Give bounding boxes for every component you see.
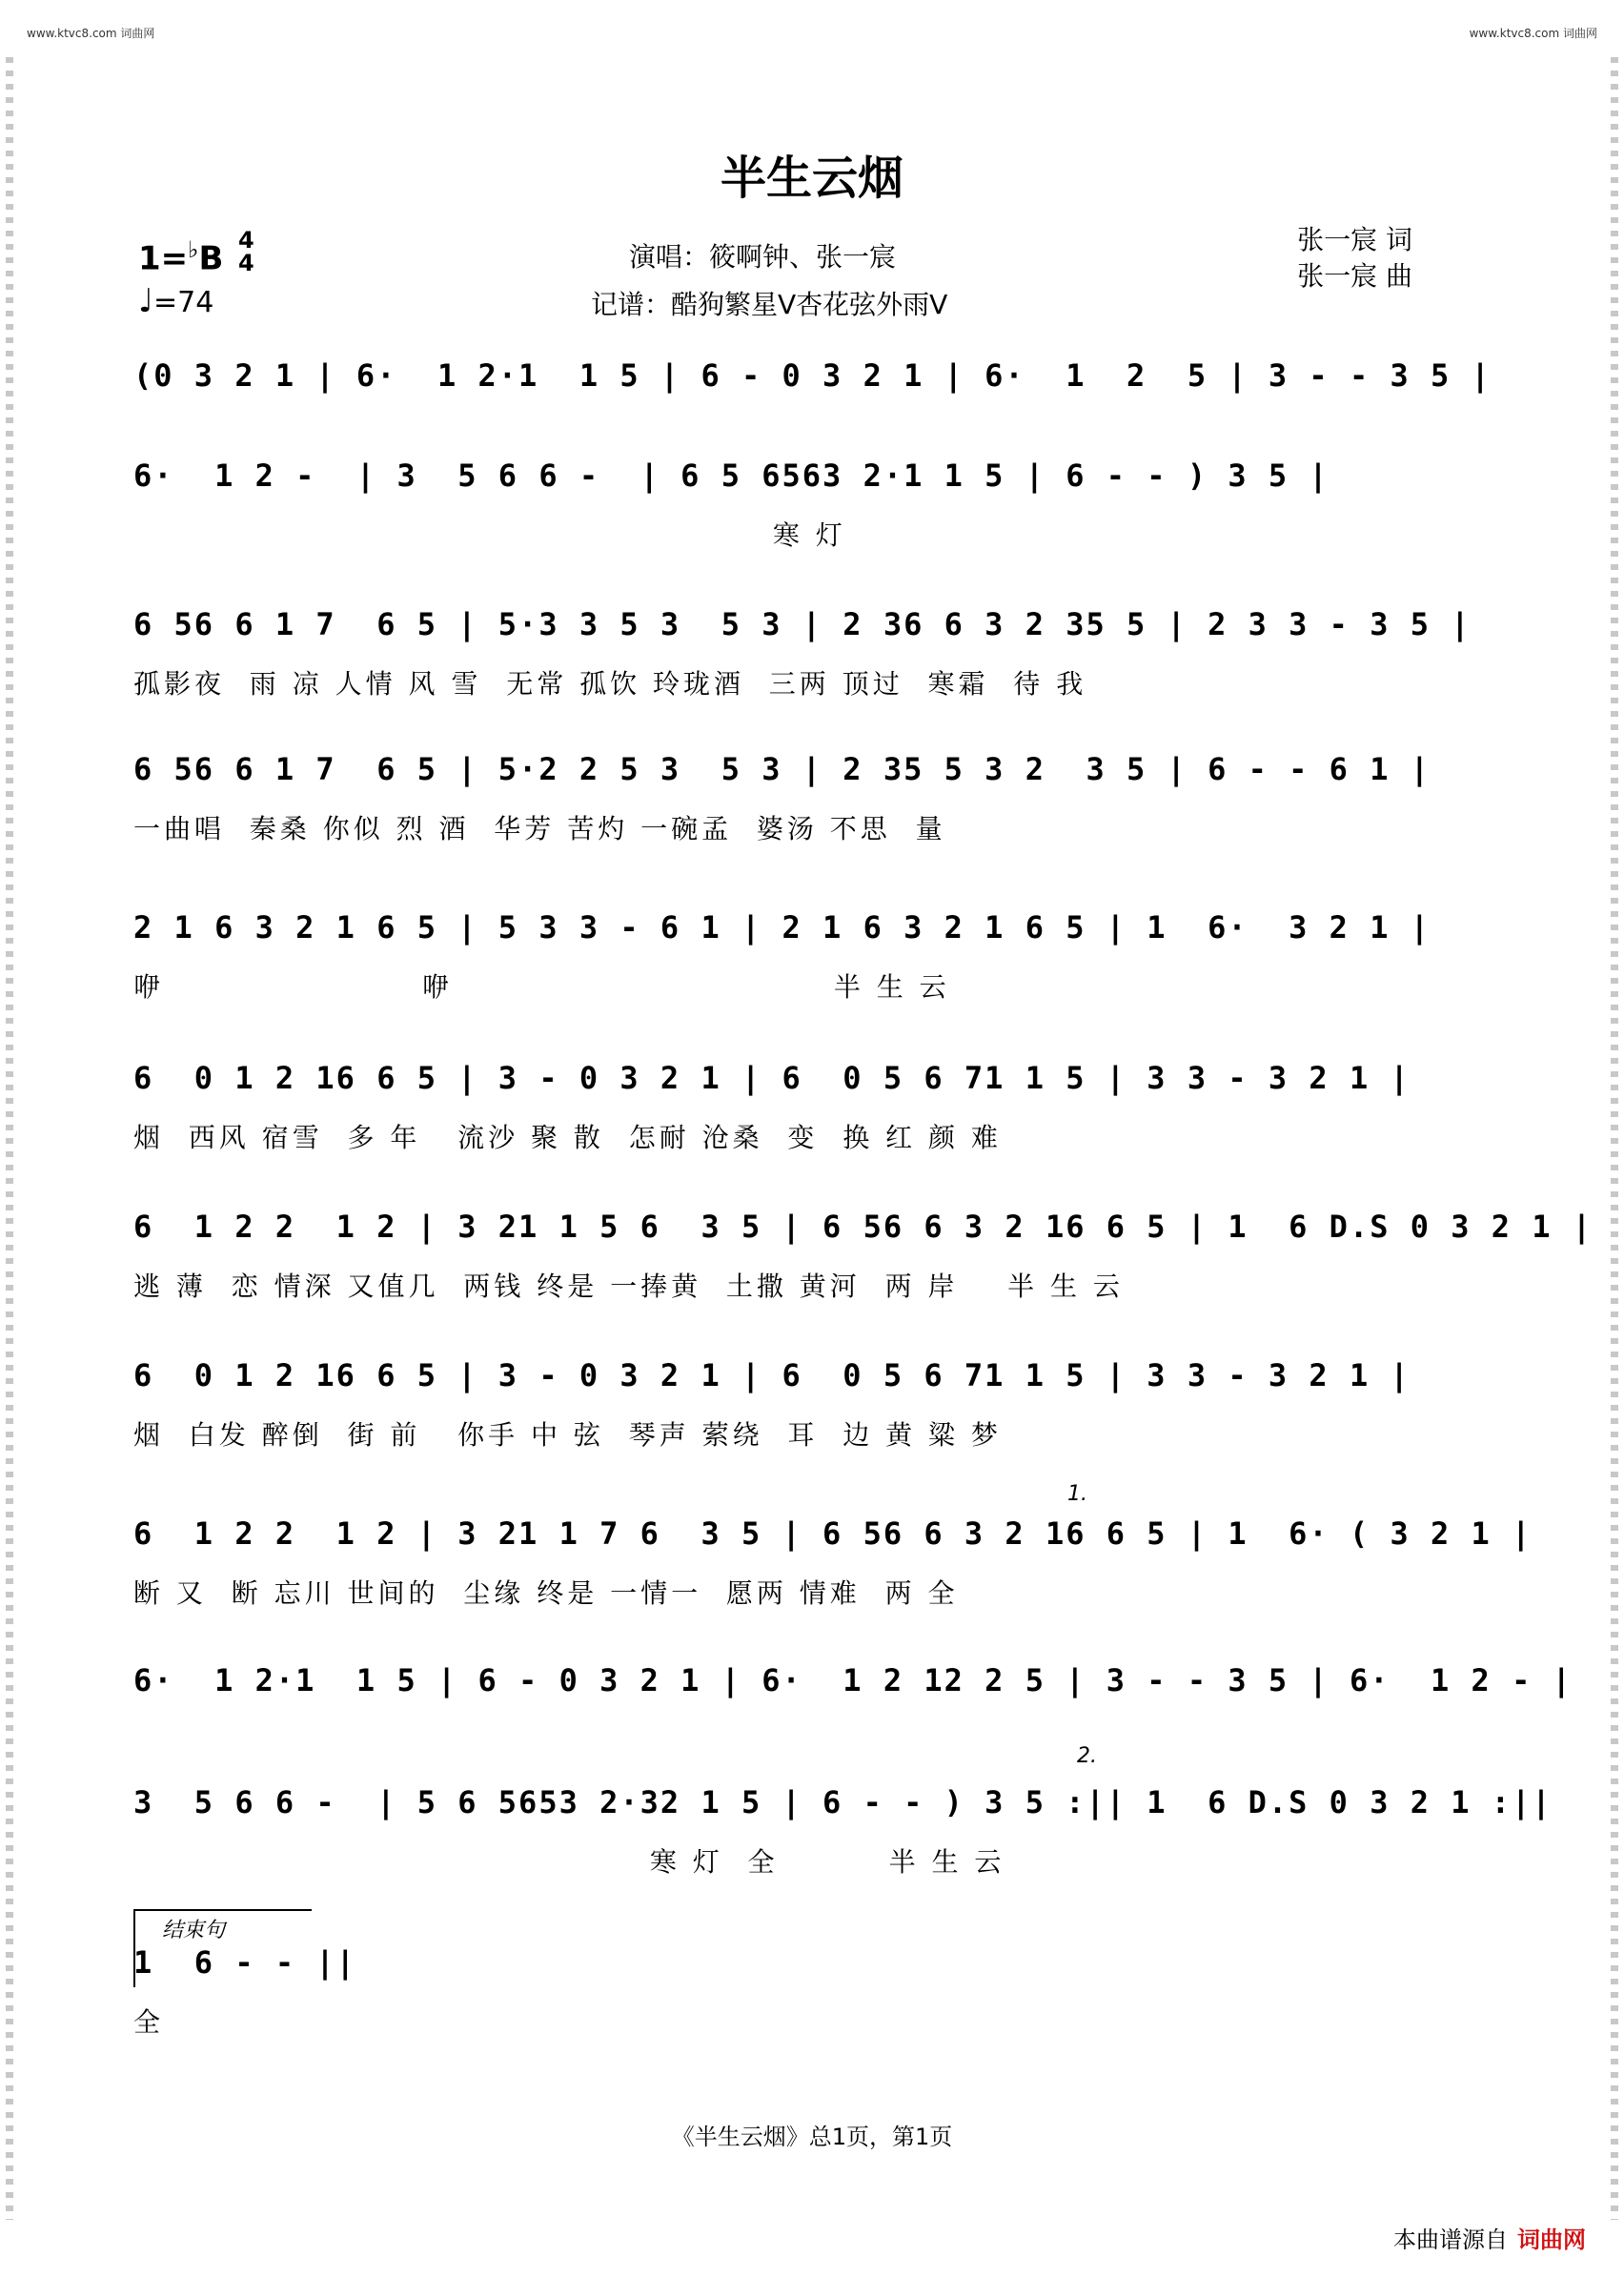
time-bottom: 4 <box>238 250 254 276</box>
source-brand-link[interactable]: 词曲网 <box>1517 2226 1586 2253</box>
score-notes: 6· 1 2 - | 3 5 6 6 - | 6 5 6563 2·1 1 5 | 6 - - ) 3 5 | <box>133 457 1330 494</box>
page-footer: 《半生云烟》总1页，第1页 <box>671 2124 953 2150</box>
ending-label: 结束句 <box>162 1919 226 1942</box>
right-border-strip <box>1611 57 1618 2220</box>
score-notes: 6 1 2 2 1 2 | 3 21 1 5 6 3 5 | 6 56 6 3 2 16 6 5 | 1 6 D.S 0 3 2 1 | <box>133 1209 1594 1245</box>
score-lyrics: 寒 灯 全 半 生 云 <box>133 1846 1005 1878</box>
score-notes: 1 6 - - || <box>133 1944 356 1981</box>
watermark-right: www.ktvc8.com 词曲网 <box>1469 27 1597 40</box>
key-signature <box>138 236 223 277</box>
score-notes: 2 1 6 3 2 1 6 5 | 5 3 3 - 6 1 | 2 1 6 3 2 1 6 5 | 1 6· 3 2 1 | <box>133 909 1431 945</box>
composer-credit: 张一宸 曲 <box>1297 260 1412 292</box>
score-lyrics: 烟 白发 醉倒 街 前 你手 中 弦 琴声 萦绕 耳 边 黄 粱 梦 <box>133 1419 1002 1451</box>
source-text: 本曲谱源自 <box>1393 2226 1508 2253</box>
quarter-note-icon: ♩ <box>138 282 154 320</box>
score-notes: 6 56 6 1 7 6 5 | 5·3 3 5 3 5 3 | 2 36 6 3 2 35 5 | 2 3 3 - 3 5 | <box>133 606 1472 642</box>
watermark-left: www.ktvc8.com 词曲网 <box>27 27 155 40</box>
score-notes: 3 5 6 6 - | 5 6 5653 2·32 1 5 | 6 - - ) 3 5 :|| 1 6 D.S 0 3 2 1 :|| <box>133 1784 1553 1820</box>
lyricist-credit: 张一宸 词 <box>1297 224 1412 255</box>
key-note: B <box>198 239 224 278</box>
time-signature <box>238 229 254 274</box>
score-lyrics: 一曲唱 秦桑 你似 烈 酒 华芳 苦灼 一碗孟 婆汤 不思 量 <box>133 813 946 844</box>
singer-credit: 演唱：筱啊钟、张一宸 <box>629 241 897 273</box>
score-lyrics: 全 <box>133 2006 165 2038</box>
volta-2-label: 2. <box>1077 1744 1097 1768</box>
score-lyrics: 孤影夜 雨 凉 人情 风 雪 无常 孤饮 玲珑酒 三两 顶过 寒霜 待 我 <box>133 668 1087 700</box>
score-lyrics: 咿 咿 半 生 云 <box>133 971 950 1003</box>
tempo-value: =74 <box>153 286 214 319</box>
score-notes: 6· 1 2·1 1 5 | 6 - 0 3 2 1 | 6· 1 2 12 2 5 | 3 - - 3 5 | 6· 1 2 - | <box>133 1662 1573 1698</box>
score-lyrics: 逃 薄 恋 情深 又值几 两钱 终是 一捧黄 土撒 黄河 两 岸 半 生 云 <box>133 1271 1124 1302</box>
volta-1-label: 1. <box>1067 1482 1087 1506</box>
score-notes: 6 56 6 1 7 6 5 | 5·2 2 5 3 5 3 | 2 35 5 3 2 3 5 | 6 - - 6 1 | <box>133 751 1431 787</box>
score-notes: 6 0 1 2 16 6 5 | 3 - 0 3 2 1 | 6 0 5 6 71 1 5 | 3 3 - 3 2 1 | <box>133 1060 1411 1096</box>
score-notes: 6 1 2 2 1 2 | 3 21 1 7 6 3 5 | 6 56 6 3 2 16 6 5 | 1 6· ( 3 2 1 | <box>133 1515 1533 1552</box>
left-border-strip <box>6 57 13 2220</box>
score-lyrics: 烟 西风 宿雪 多 年 流沙 聚 散 怎耐 沧桑 变 换 红 颜 难 <box>133 1122 1002 1153</box>
flat-sign: ♭ <box>188 236 199 263</box>
key-prefix: 1= <box>138 239 189 278</box>
time-top: 4 <box>238 227 254 254</box>
source-note <box>1393 2221 1586 2254</box>
score-lyrics: 断 又 断 忘川 世间的 尘缘 终是 一情一 愿两 情难 两 全 <box>133 1577 959 1609</box>
song-title: 半生云烟 <box>720 152 903 205</box>
transcriber-credit: 记谱：酷狗繁星V杏花弦外雨V <box>591 289 948 320</box>
score-notes: (0 3 2 1 | 6· 1 2·1 1 5 | 6 - 0 3 2 1 | 6· 1 2 5 | 3 - - 3 5 | <box>133 357 1492 394</box>
tempo-mark <box>138 282 213 320</box>
score-notes: 6 0 1 2 16 6 5 | 3 - 0 3 2 1 | 6 0 5 6 71 1 5 | 3 3 - 3 2 1 | <box>133 1357 1411 1393</box>
score-lyrics: 寒 灯 <box>133 519 846 551</box>
